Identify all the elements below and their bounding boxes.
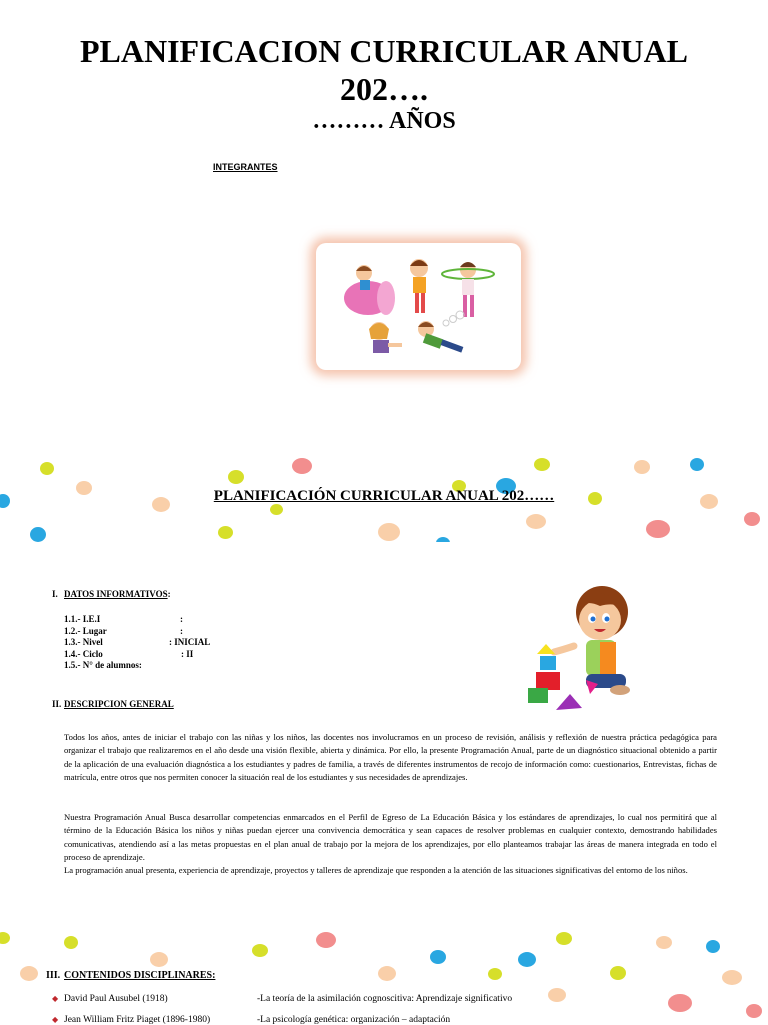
confetti-dot	[526, 514, 546, 529]
descripcion-heading-text: DESCRIPCION GENERAL	[64, 699, 174, 709]
confetti-dot	[430, 950, 446, 964]
cover-title	[0, 32, 768, 108]
field-label: 1.4.- Ciclo	[64, 648, 103, 659]
boy-with-blocks-illustration	[524, 584, 648, 716]
contenidos-heading-text: CONTENIDOS DISCIPLINARES:	[64, 970, 216, 981]
field-value: :	[180, 614, 183, 624]
confetti-dot	[0, 932, 10, 944]
integrantes-label: INTEGRANTES	[213, 162, 278, 172]
confetti-dot	[722, 970, 742, 985]
datos-heading-colon: :	[167, 589, 171, 599]
field-iei	[64, 614, 210, 626]
author-name: Jean William Fritz Piaget (1896-1980)	[64, 1015, 211, 1025]
field-value: :	[180, 625, 183, 636]
confetti-dot	[252, 944, 268, 957]
confetti-dot	[656, 936, 672, 949]
kids-illustration-svg	[316, 243, 521, 370]
section-title: PLANIFICACIÓN CURRICULAR ANUAL 202……	[213, 488, 555, 504]
author-row	[52, 994, 512, 1004]
confetti-dot	[378, 523, 400, 541]
datos-fields	[64, 614, 210, 672]
cover-title-line1: PLANIFICACION CURRICULAR ANUAL	[79, 33, 689, 69]
confetti-dot	[548, 988, 566, 1002]
confetti-dot	[488, 968, 502, 980]
field-alumnos	[64, 660, 210, 672]
field-value: : II	[181, 648, 194, 659]
confetti-dot	[20, 966, 38, 981]
confetti-dot	[518, 952, 536, 967]
cover-subtitle: ……… AÑOS	[312, 108, 456, 134]
confetti-dot	[378, 966, 396, 981]
confetti-dot	[270, 504, 283, 515]
confetti-dot	[30, 527, 46, 542]
field-value: : INICIAL	[169, 637, 211, 647]
field-label: 1.1.- I.E.I	[64, 614, 101, 624]
field-label: 1.3.- Nivel	[64, 637, 103, 647]
confetti-dot	[690, 458, 704, 471]
kids-playing-illustration	[316, 243, 521, 370]
diamond-bullet-icon: ◆	[52, 1015, 59, 1024]
descripcion-paragraph-3: La programación anual presenta, experiencia de aprendizaje, proyectos y talleres de aprendizaje que responden a la atención de las situaciones significativas del entorno de los niños.	[64, 865, 688, 875]
contenidos-number: III.	[46, 970, 61, 981]
descripcion-paragraph-2: Nuestra Programación Anual Busca desarrollar competencias enmarcados en el Perfil de Egreso de La Educación Básica y los estándares de aprendizajes, lo cual nos permitirá que al término de la Educación Básica los niños y niñas puedan ejercer una convivencia democrática y sean capaces de resolver problemas en cualquier contexto, demostrando habilidades comunicativas, atendiendo así a las metas propuestas en el plan anual de trabajo por la mejora de los aprendizajes, por ello planteamos trabajar las áreas de manera integrada en todo el proceso de aprendizaje.	[64, 812, 717, 863]
field-nivel	[64, 637, 210, 649]
diamond-bullet-icon: ◆	[52, 994, 59, 1003]
confetti-dot	[634, 460, 650, 474]
field-lugar	[64, 626, 210, 638]
author-theory: -La teoría de la asimilación cognoscitiva: Aprendizaje significativo	[257, 994, 513, 1004]
field-ciclo	[64, 649, 210, 661]
confetti-dot	[534, 458, 550, 471]
confetti-dot	[706, 940, 720, 953]
field-label: 1.2.- Lugar	[64, 625, 107, 636]
confetti-dot	[744, 512, 760, 526]
datos-heading	[52, 589, 171, 599]
confetti-dot	[746, 1004, 762, 1018]
confetti-dot	[668, 994, 692, 1012]
descripcion-paragraph-1: Todos los años, antes de iniciar el trabajo con las niñas y los niños, las docentes nos involucramos en un proceso de revisión, análisis y reflexión de nuestra práctica pedagógica para organizar el trabajo que realizaremos en el año desde una visión flexible, abierta y dinámica. Por ello, la presente Programación Anual, parte de un diagnóstico situacional obtenido a partir de la aplicación de una evaluación diagnóstica a los estudiantes y padres de familia, a través de diferentes instrumentos de recojo de información como: cuestionarios, Entrevistas, fichas de matrícula, entre otros que nos permiten conocer la situación real de los estudiantes y sus necesidades de aprendizajes.	[64, 732, 717, 783]
author-theory: -La psicología genética: organización – adaptación	[257, 1015, 451, 1025]
field-label: 1.5.- N° de alumnos	[64, 660, 139, 670]
confetti-dot	[40, 462, 54, 475]
confetti-dot	[150, 952, 168, 967]
confetti-dot	[292, 458, 312, 474]
boy-blocks-svg	[524, 584, 648, 716]
datos-number: I.	[52, 589, 58, 599]
field-value: :	[138, 660, 142, 670]
contenidos-heading	[46, 970, 215, 981]
datos-heading-text: DATOS INFORMATIVOS	[64, 589, 168, 599]
confetti-dot	[316, 932, 336, 948]
cover-title-line2: 202….	[340, 71, 428, 107]
confetti-dot	[610, 966, 626, 980]
confetti-dot	[218, 526, 233, 539]
descripcion-heading	[52, 699, 174, 709]
confetti-dot	[436, 537, 450, 542]
author-name: David Paul Ausubel (1918)	[64, 994, 168, 1004]
confetti-dot	[228, 470, 244, 484]
descripcion-number: II.	[52, 699, 62, 709]
confetti-dot	[64, 936, 78, 949]
confetti-dot	[646, 520, 670, 538]
confetti-dot	[556, 932, 572, 945]
